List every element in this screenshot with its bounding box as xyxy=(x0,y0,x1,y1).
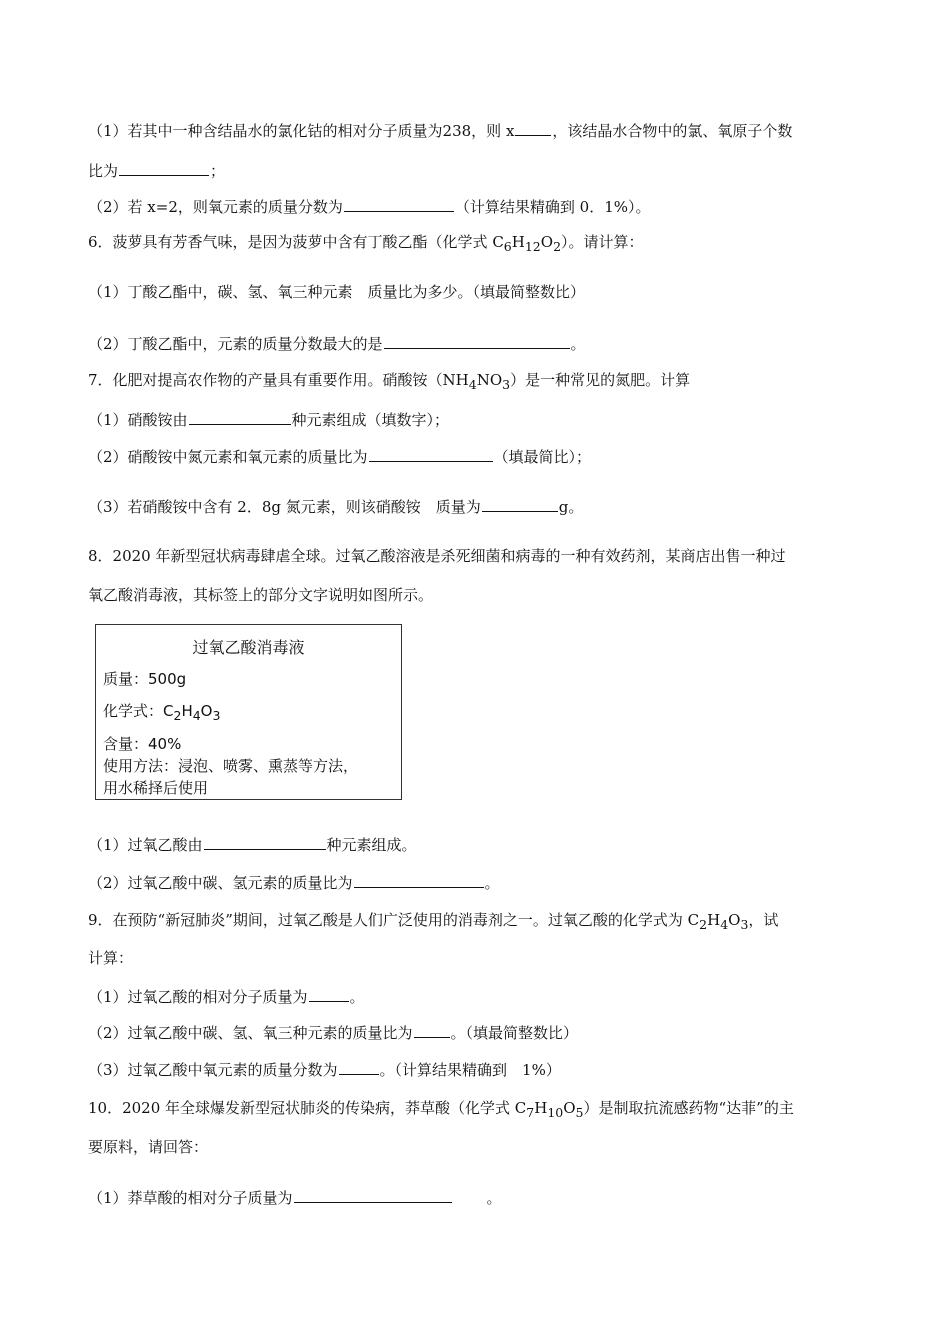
label-formula-text: 化学式：C xyxy=(103,702,174,720)
q8-stem-text-2: 氧乙酸消毒液，其标签上的部分文字说明如图所示。 xyxy=(88,586,434,604)
q7-sub-1: 4 xyxy=(468,377,477,392)
q8-part1-text-a: （1）过氧乙酸由 xyxy=(88,836,203,854)
q7-mass-ratio-blank[interactable] xyxy=(369,446,493,462)
q8-mass-ratio-blank[interactable] xyxy=(354,872,484,888)
q6-sub-3: 2 xyxy=(553,239,562,254)
q9-part2-line xyxy=(88,1022,578,1043)
q9-mid-2: O xyxy=(728,911,741,929)
q5-part1-text-b: ，该结晶水合物中的氯、氧原子个数 xyxy=(552,122,793,140)
q9-part2-text-b: 。（填最简整数比） xyxy=(450,1024,579,1042)
q10-stem-text-b: ）是制取抗流感药物“达菲”的主 xyxy=(583,1099,794,1117)
q7-element-count-blank[interactable] xyxy=(189,409,291,425)
q5-part1-line2 xyxy=(88,160,225,181)
q6-element-blank[interactable] xyxy=(384,333,570,349)
q9-part3-text-a: （3）过氧乙酸中氧元素的质量分数为 xyxy=(88,1061,338,1079)
q7-part3-line xyxy=(88,496,583,517)
q9-sub-3: 3 xyxy=(740,917,749,932)
q10-stem-text-2: 要原料，请回答： xyxy=(88,1138,209,1156)
label-usage-1: 使用方法：浸泡、喷雾、熏蒸等方法， xyxy=(103,757,359,775)
q5-part2-line xyxy=(88,196,651,217)
q6-mid-2: O xyxy=(540,233,554,251)
q6-part2-text-a: （2）丁酸乙酯中，元素的质量分数最大的是 xyxy=(88,335,383,353)
disinfectant-label-box xyxy=(95,624,402,800)
q9-sub-1: 2 xyxy=(699,917,708,932)
q6-sub-2: 12 xyxy=(524,239,541,254)
q6-part1-line xyxy=(88,282,585,302)
q9-oxygen-fraction-blank[interactable] xyxy=(339,1059,379,1075)
q6-stem xyxy=(88,232,644,257)
q5-part2-text-a: （2）若 x=2，则氧元素的质量分数为 xyxy=(88,198,343,216)
q6-stem-text-b: ）。请计算： xyxy=(561,233,644,251)
q9-part1-text-b: 。 xyxy=(349,988,365,1006)
label-formula-mid-1: H xyxy=(181,702,193,720)
label-formula-sub-2: 4 xyxy=(192,708,201,723)
label-formula-sub-1: 2 xyxy=(173,708,182,723)
q5-ratio-blank[interactable] xyxy=(119,160,209,176)
q10-stem-line2 xyxy=(88,1137,208,1157)
q7-part3-text-b: g。 xyxy=(558,498,584,516)
q9-mid-1: H xyxy=(707,911,721,929)
label-usage-2: 用水稀择后使用 xyxy=(103,779,209,797)
q6-part1-text: （1）丁酸乙酯中，碳、氢、氧三种元素 质量比为多少。（填最简整数比） xyxy=(88,283,586,301)
q10-stem-line1 xyxy=(88,1098,794,1123)
q10-molar-mass-blank[interactable] xyxy=(294,1187,452,1203)
q9-part1-text-a: （1）过氧乙酸的相对分子质量为 xyxy=(88,988,308,1006)
q9-stem-line1 xyxy=(88,910,778,935)
q5-x-blank[interactable] xyxy=(515,120,551,136)
q8-stem-text-1: 8．2020 年新型冠状病毒肆虐全球。过氧乙酸溶液是杀死细菌和病毒的一种有效药剂，某商店出售一种过 xyxy=(88,547,786,565)
q5-part1-text-c: 比为 xyxy=(88,162,119,180)
q7-part1-line xyxy=(88,409,449,430)
q5-part2-text-b: （计算结果精确到 0．1%）。 xyxy=(454,198,651,216)
q10-part1-text-a: （1）莽草酸的相对分子质量为 xyxy=(88,1189,293,1207)
q8-part2-line xyxy=(88,872,500,893)
q6-stem-text-a: 6．菠萝具有芳香气味，是因为菠萝中含有丁酸乙酯（化学式 C xyxy=(88,233,504,251)
q6-part2-line xyxy=(88,333,586,354)
label-formula-mid-2: O xyxy=(200,702,213,720)
label-title: 过氧乙酸消毒液 xyxy=(192,638,305,657)
q8-part2-text-a: （2）过氧乙酸中碳、氢元素的质量比为 xyxy=(88,874,353,892)
q6-part2-text-b: 。 xyxy=(570,335,586,353)
q7-part1-text-a: （1）硝酸铵由 xyxy=(88,411,188,429)
q8-element-count-blank[interactable] xyxy=(204,834,326,850)
q7-sub-2: 3 xyxy=(502,377,511,392)
q10-part1-text-b: 。 xyxy=(486,1189,502,1207)
q9-molar-mass-blank[interactable] xyxy=(309,986,349,1002)
q8-part1-text-b: 种元素组成。 xyxy=(326,836,417,854)
label-mass: 质量：500g xyxy=(103,670,187,688)
label-formula-sub-3: 3 xyxy=(212,708,221,723)
q10-sub-1: 7 xyxy=(526,1105,535,1120)
q7-stem xyxy=(88,370,690,395)
q10-mid-2: O xyxy=(563,1099,576,1117)
q9-stem-text-b: ，试 xyxy=(748,911,779,929)
q10-sub-3: 5 xyxy=(575,1105,584,1120)
q8-part2-text-b: 。 xyxy=(484,874,500,892)
label-content: 含量：40% xyxy=(103,735,182,753)
q5-part1-text-d: ； xyxy=(210,162,226,180)
q7-mass-blank[interactable] xyxy=(482,496,558,512)
q9-mass-ratio-blank[interactable] xyxy=(414,1022,450,1038)
q7-part1-text-b: 种元素组成（填数字）； xyxy=(291,411,450,429)
q7-stem-text-a: 7．化肥对提高农作物的产量具有重要作用。硝酸铵（NH xyxy=(88,371,469,389)
q7-part2-text-a: （2）硝酸铵中氮元素和氧元素的质量比为 xyxy=(88,448,368,466)
label-formula xyxy=(103,700,220,723)
q9-stem-text-2: 计算： xyxy=(88,949,134,967)
q7-mid-1: NO xyxy=(476,371,503,389)
q9-stem-text-a: 9．在预防“新冠肺炎”期间，过氧乙酸是人们广泛使用的消毒剂之一。过氧乙酸的化学式为 C xyxy=(88,911,700,929)
q10-stem-text-a: 10．2020 年全球爆发新型冠状肺炎的传染病，莽草酸（化学式 C xyxy=(88,1099,527,1117)
q7-part2-line xyxy=(88,446,591,467)
q5-part1-line1 xyxy=(88,120,792,141)
q9-part1-line xyxy=(88,986,365,1007)
q8-stem-line1 xyxy=(88,546,786,566)
q10-part1-line xyxy=(88,1187,502,1208)
q10-mid-1: H xyxy=(534,1099,548,1117)
q8-stem-line2 xyxy=(88,585,433,605)
q7-part3-text-a: （3）若硝酸铵中含有 2．8g 氮元素，则该硝酸铵 质量为 xyxy=(88,498,481,516)
q9-stem-line2 xyxy=(88,948,133,968)
q9-part3-line xyxy=(88,1059,561,1080)
q8-part1-line xyxy=(88,834,417,855)
q9-sub-2: 4 xyxy=(720,917,729,932)
q5-part1-text-a: （1）若其中一种含结晶水的氯化钴的相对分子质量为238，则 x xyxy=(88,122,515,140)
q9-part3-text-b: 。（计算结果精确到 1%） xyxy=(379,1061,561,1079)
q6-sub-1: 6 xyxy=(503,239,512,254)
q7-part2-text-b: （填最简比）； xyxy=(493,448,592,466)
q6-mid-1: H xyxy=(511,233,525,251)
q9-part2-text-a: （2）过氧乙酸中碳、氢、氧三种元素的质量比为 xyxy=(88,1024,413,1042)
q7-stem-text-b: ）是一种常见的氮肥。计算 xyxy=(510,371,691,389)
q5-oxygen-fraction-blank[interactable] xyxy=(344,196,454,212)
q10-sub-2: 10 xyxy=(547,1105,564,1120)
